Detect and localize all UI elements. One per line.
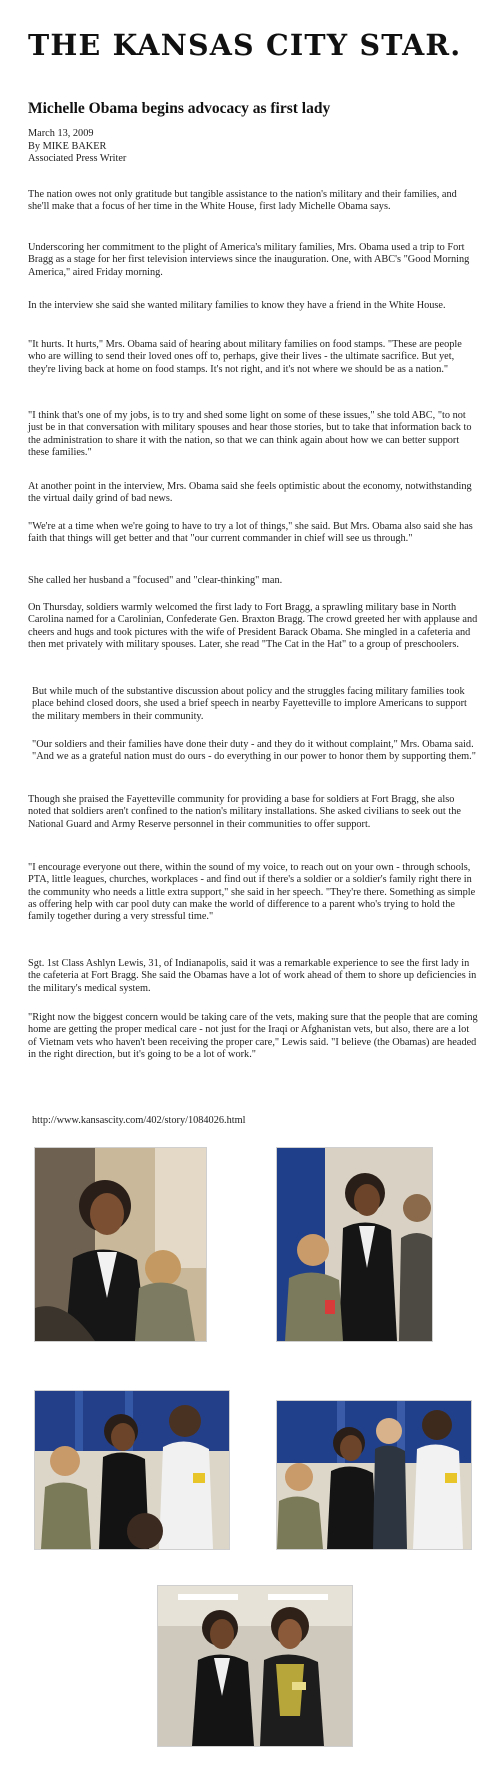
headline: Michelle Obama begins advocacy as first lady	[28, 100, 331, 117]
paragraph-8: She called her husband a "focused" and "clear-thinking" man.	[28, 575, 283, 586]
paragraph-12: Though she praised the Fayetteville community for providing a base for soldiers at Fort Bragg, she also noted that soldiers aren't confined to the nation's military installations. She asked civilians to seek out the National Guard and Army Reserve personnel in their communities to offer support.	[28, 794, 461, 830]
affiliation: Associated Press Writer	[28, 153, 127, 164]
paragraph-3: In the interview she said she wanted military families to know they have a friend in the White House.	[28, 300, 446, 311]
paragraph-6: At another point in the interview, Mrs. Obama said she feels optimistic about the economy, notwithstanding the virtual daily grind of bad news.	[28, 481, 472, 505]
article-meta	[28, 128, 126, 166]
photo-4	[276, 1400, 472, 1550]
paragraph-4: "It hurts. It hurts," Mrs. Obama said of hearing about military families on food stamps. "These are people who are willing to send their loved ones off to, perhaps, give their lives - the ultimate sacrifice. But yet, they're living back at home on food stamps. It's not right, and it's not where we should be as a nation."	[28, 339, 462, 375]
paragraph-10: But while much of the substantive discussion about policy and the struggles facing military families took place behind closed doors, she used a brief speech in nearby Fayetteville to implore Americans to support the military members in their community.	[32, 686, 467, 722]
photo-2	[276, 1147, 433, 1342]
dateline: March 13, 2009	[28, 128, 94, 139]
source-url[interactable]: http://www.kansascity.com/402/story/1084026.html	[32, 1115, 246, 1126]
photo-3	[34, 1390, 230, 1550]
paragraph-11: "Our soldiers and their families have done their duty - and they do it without complaint," Mrs. Obama said. "And we as a grateful nation must do ours - do everything in our power to honor them by supporting them."	[32, 739, 476, 763]
paragraph-13: "I encourage everyone out there, within the sound of my voice, to reach out on your own - through schools, PTA, little leagues, churches, workplaces - and find out if there's a soldier or a soldier's family right there in the community who needs a little extra support," she said in her speech. "They're there. Something as simple as offering help with car pool duty can make the world of difference to a parent who's trying to hold the family together during a very stressful time."	[28, 862, 476, 923]
masthead: THE KANSAS CITY STAR.	[28, 28, 462, 62]
byline: By MIKE BAKER	[28, 140, 107, 152]
paragraph-2: Underscoring her commitment to the plight of America's military families, Mrs. Obama used a trip to Fort Bragg as a stage for her first television interviews since the inauguration. One, with ABC's "Good Morning America," aired Friday morning.	[28, 242, 470, 278]
paragraph-1: The nation owes not only gratitude but tangible assistance to the nation's military and their families, and she'll make that a focus of her time in the White House, first lady Michelle Obama says.	[28, 189, 457, 213]
paragraph-7: "We're at a time when we're going to have to try a lot of things," she said. But Mrs. Obama also said she has faith that things will get better and that "our current commander in chief will see us through."	[28, 521, 473, 545]
paragraph-14: Sgt. 1st Class Ashlyn Lewis, 31, of Indianapolis, said it was a remarkable experience to see the first lady in the cafeteria at Fort Bragg. She said the Obamas have a lot of work ahead of them to shore up deficiencies in the military's medical system.	[28, 958, 477, 994]
paragraph-5: "I think that's one of my jobs, is to try and shed some light on some of these issues," she told ABC, "to not just be in that conversation with military spouses and hear those stories, but to take that information back to the administration to share it with the nation, so that we can think again about how we can better support these families."	[28, 410, 472, 458]
photo-1	[34, 1147, 207, 1342]
photo-5	[157, 1585, 353, 1747]
paragraph-9: On Thursday, soldiers warmly welcomed the first lady to Fort Bragg, a sprawling military base in North Carolina named for a Carolinian, Confederate Gen. Braxton Bragg. The crowd greeted her with applause and cheers and hugs and took pictures with the wife of President Barack Obama. She mingled in a cafeteria and then met privately with military spouses. Later, she read "The Cat in the Hat" to a group of preschoolers.	[28, 602, 478, 650]
paragraph-15: "Right now the biggest concern would be taking care of the vets, making sure that the people that are coming home are getting the proper medical care - not just for the Iraqi or Afghanistan vets, but also, there are a lot of Vietnam vets who haven't been receiving the proper care," Lewis said. "I believe (the Obamas) are headed in the right direction, but it's going to be a lot of work."	[28, 1012, 478, 1060]
